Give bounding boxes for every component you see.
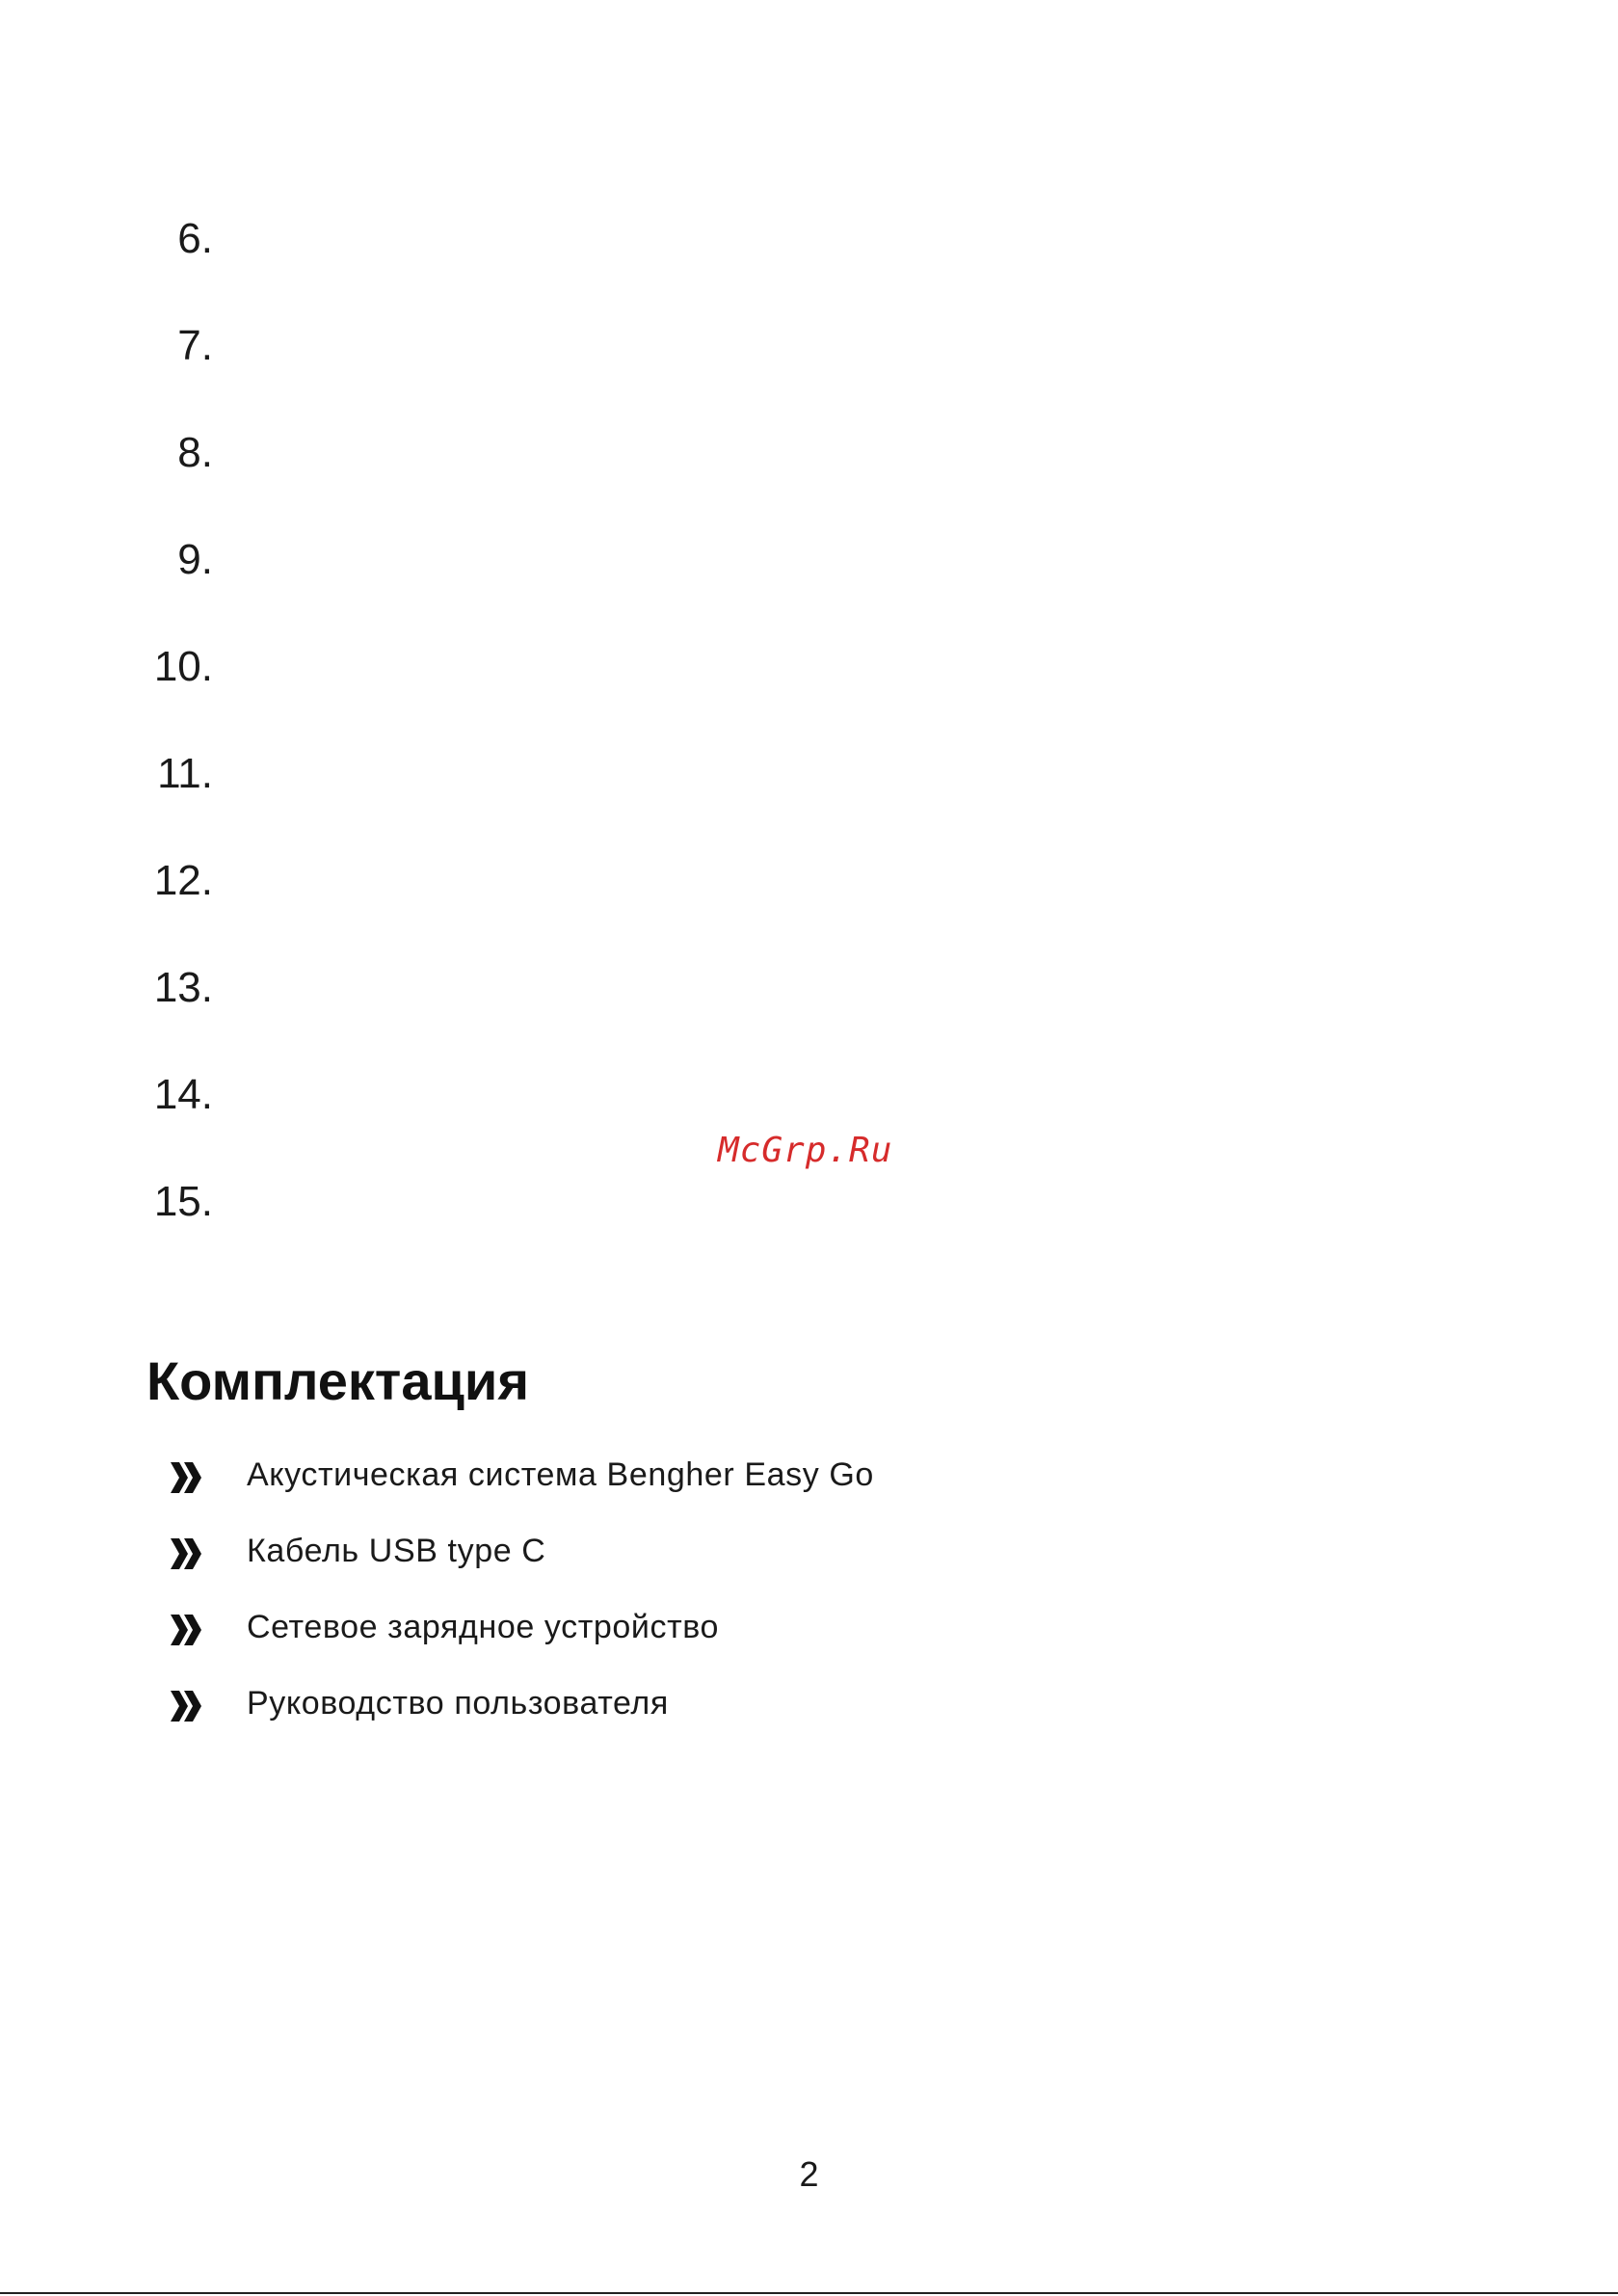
list-item-label: Кабель USB type C [247,1533,546,1569]
list-item [0,737,385,844]
double-chevron-right-icon [169,1613,205,1647]
list-item-number: 8. [177,429,213,476]
watermark-link[interactable]: McGrp.Ru [718,1131,893,1170]
numbered-list [0,202,385,1272]
list-item [0,523,385,630]
section-title: Комплектация [146,1350,530,1411]
list-item [169,1606,874,1682]
list-item-number: 12. [153,857,213,904]
list-item [0,844,385,951]
list-item-number: 11. [157,750,213,797]
list-item-number: 6. [177,215,213,262]
list-item-label: Акустическая система Bengher Easy Go [247,1456,874,1493]
list-item-number: 14. [153,1071,213,1118]
list-item-label: Руководство пользователя [247,1685,669,1722]
double-chevron-right-icon [169,1536,205,1571]
list-item-number: 7. [177,322,213,369]
page-number: 2 [799,2154,819,2194]
list-item [0,416,385,523]
list-item [0,630,385,737]
list-item [0,309,385,416]
package-contents-list [169,1454,874,1758]
list-item-number: 15. [153,1178,213,1225]
double-chevron-right-icon [169,1460,205,1495]
double-chevron-right-icon [169,1689,205,1723]
list-item [0,951,385,1058]
list-item-label: Сетевое зарядное устройство [247,1609,720,1645]
bottom-divider [0,2292,1618,2294]
list-item-number: 10. [153,643,213,690]
list-item [0,1165,385,1272]
list-item [0,1058,385,1165]
list-item-number: 9. [177,536,213,583]
list-item [0,202,385,309]
list-item-number: 13. [153,964,213,1011]
list-item [169,1530,874,1606]
list-item [169,1682,874,1758]
list-item [169,1454,874,1530]
